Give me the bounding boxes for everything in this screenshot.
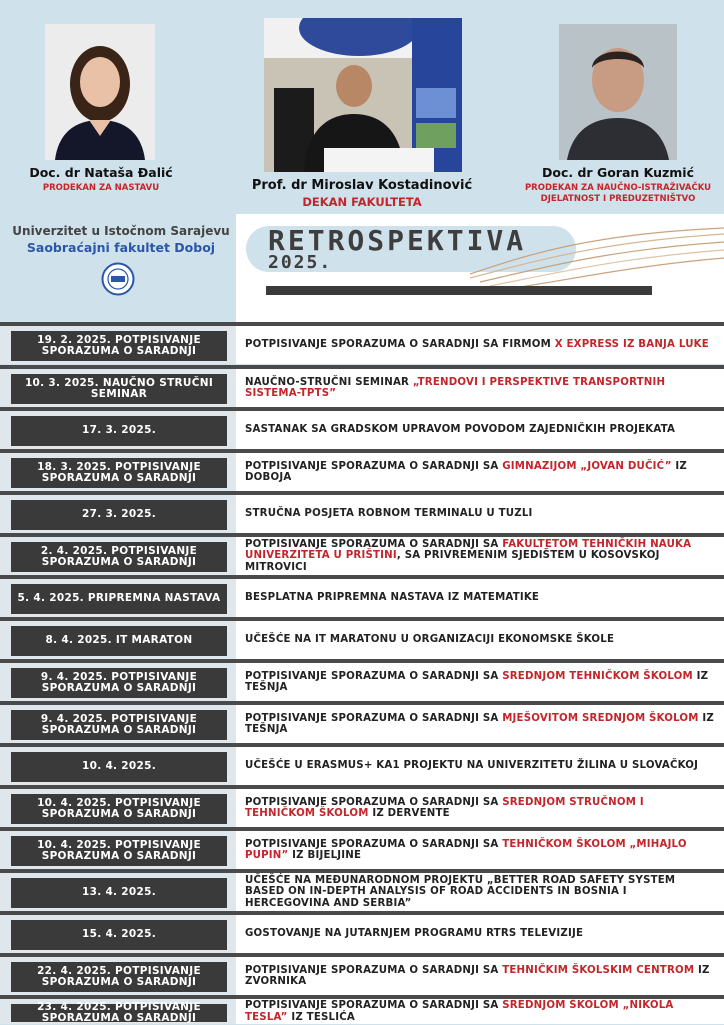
event-description (245, 832, 715, 868)
event-date-label: 8. 4. 2025. IT MARATON (11, 626, 227, 656)
event-description (245, 664, 715, 700)
event-row (0, 659, 724, 701)
event-highlight: GIMNAZIJOM „JOVAN DUČIĆ” (502, 460, 672, 472)
event-description-text (245, 377, 715, 400)
header-people-section (0, 0, 724, 214)
event-text: POTPISIVANJE SPORAZUMA O SARADNJI SA (245, 796, 503, 808)
event-text: POTPISIVANJE SPORAZUMA O SARADNJI SA (245, 538, 503, 550)
university-name: Univerzitet u Istočnom Sarajevu (12, 224, 230, 238)
event-description (245, 370, 715, 406)
event-tail: IZ TESLIĆA (287, 1011, 355, 1023)
event-description-text (245, 928, 583, 940)
event-row (0, 869, 724, 911)
event-description-text (245, 713, 715, 736)
event-text: POTPISIVANJE SPORAZUMA O SARADNJI SA (245, 670, 503, 682)
event-date-label: 13. 4. 2025. (11, 878, 227, 908)
event-text: BESPLATNA PRIPREMNA NASTAVA IZ MATEMATIKE (245, 592, 540, 604)
event-row (0, 743, 724, 785)
person-name-dalic: Doc. dr Nataša Đalić (29, 165, 173, 180)
event-description-text (245, 671, 715, 694)
event-row (0, 365, 724, 407)
event-description (245, 1000, 715, 1023)
event-text: POTPISIVANJE SPORAZUMA O SARADNJI SA (245, 838, 503, 850)
event-description-text (245, 339, 709, 351)
portrait-photo-kostadinovic (264, 18, 462, 172)
event-text: UČEŠĆE U ERASMUS+ KA1 PROJEKTU NA UNIVERZITETU ŽILINA U SLOVAČKOJ (245, 760, 699, 772)
event-description-text (245, 461, 715, 484)
page-title: RETROSPEKTIVA (268, 224, 527, 257)
event-text: POTPISIVANJE SPORAZUMA O SARADNJI SA (245, 460, 503, 472)
event-row (0, 701, 724, 743)
event-date-label: 2. 4. 2025. POTPISIVANJE SPORAZUMA O SARADNJI (11, 542, 227, 572)
event-tail: IZ TEŠNJA (245, 670, 709, 693)
event-highlight: „TRENDOVI I PERSPEKTIVE TRANSPORTNIH SISTEMA-TPTS” (245, 376, 666, 399)
event-text: SASTANAK SA GRADSKOM UPRAVOM POVODOM ZAJEDNIČKIH PROJEKATA (245, 424, 676, 436)
event-date-label: 18. 3. 2025. POTPISIVANJE SPORAZUMA O SARADNJI (11, 458, 227, 488)
event-date-label: 22. 4. 2025. POTPISIVANJE SPORAZUMA O SARADNJI (11, 962, 227, 992)
event-highlight: MJEŠOVITOM SREDNJOM ŠKOLOM (502, 712, 699, 724)
person-role-kostadinovic: DEKAN FAKULTETA (302, 195, 422, 209)
faculty-name: Saobraćajni fakultet Doboj (26, 240, 216, 255)
event-description (245, 748, 715, 784)
event-description (245, 916, 715, 952)
page-year: 2025. (268, 252, 333, 273)
portrait-kuzmic-graphic (559, 24, 677, 160)
event-description (245, 580, 715, 616)
event-tail: IZ DOBOJA (245, 460, 687, 483)
event-description-text (245, 424, 675, 436)
event-description (245, 412, 715, 448)
event-text: GOSTOVANJE NA JUTARNJEM PROGRAMU RTRS TELEVIZIJE (245, 928, 584, 940)
event-date-label: 9. 4. 2025. POTPISIVANJE SPORAZUMA O SARADNJI (11, 710, 227, 740)
event-text: STRUČNA POSJETA ROBNOM TERMINALU U TUZLI (245, 508, 533, 520)
event-row (0, 533, 724, 575)
event-date-label: 10. 3. 2025. NAUČNO STRUČNI SEMINAR (11, 374, 227, 404)
event-row (0, 827, 724, 869)
event-text: UČEŠĆE NA MEĐUNARODNOM PROJEKTU „BETTER ROAD SAFETY SYSTEM BASED ON IN-DEPTH ANALYSIS OF ROAD ACCIDENTS IN BOSNIA I HERCEGOVINA AND SERBIA” (245, 874, 676, 909)
person-name-kuzmic: Doc. dr Goran Kuzmić (542, 165, 694, 180)
event-description (245, 958, 715, 994)
person-name-kostadinovic: Prof. dr Miroslav Kostadinović (251, 178, 473, 193)
event-text: UČEŠĆE NA IT MARATONU U ORGANIZACIJI EKONOMSKE ŠKOLE (245, 634, 615, 646)
portrait-kostadinovic-graphic (264, 18, 462, 172)
event-date-label: 15. 4. 2025. (11, 920, 227, 950)
event-date-label: 10. 4. 2025. (11, 752, 227, 782)
event-description-text (245, 508, 533, 520)
event-row (0, 491, 724, 533)
event-description (245, 790, 715, 826)
event-tail: IZ ZVORNIKA (245, 964, 710, 987)
event-description (245, 496, 715, 532)
event-highlight: SREDNJOM ŠKOLOM „NIKOLA TESLA” (245, 1000, 674, 1023)
event-row (0, 953, 724, 995)
event-row (0, 322, 724, 364)
event-description-text (245, 634, 614, 646)
event-date-label: 10. 4. 2025. POTPISIVANJE SPORAZUMA O SARADNJI (11, 794, 227, 824)
portrait-photo-kuzmic (559, 24, 677, 160)
person-role-dalic: PRODEKAN ZA NASTAVU (42, 183, 160, 193)
event-highlight: SREDNJOM STRUČNOM I TEHNIČKOM ŠKOLOM (245, 796, 644, 819)
event-description-text (245, 1000, 715, 1023)
event-row (0, 575, 724, 617)
event-description (245, 327, 715, 363)
event-description-text (245, 875, 715, 910)
event-tail: IZ TEŠNJA (245, 712, 714, 735)
event-date-label: 23. 4. 2025. POTPISIVANJE SPORAZUMA O SARADNJI (11, 1004, 227, 1022)
event-date-label: 10. 4. 2025. POTPISIVANJE SPORAZUMA O SARADNJI (11, 836, 227, 866)
event-row (0, 785, 724, 827)
event-text: POTPISIVANJE SPORAZUMA O SARADNJI SA (245, 712, 503, 724)
faculty-logo-icon (101, 262, 135, 296)
portrait-photo-dalic (45, 24, 155, 160)
portrait-dalic-graphic (45, 24, 155, 160)
event-highlight: TEHNIČKOM ŠKOLOM „MIHAJLO PUPIN” (245, 838, 687, 861)
event-date-label: 27. 3. 2025. (11, 500, 227, 530)
event-tail: , SA PRIVREMENIM SJEDIŠTEM U KOSOVSKOJ MITROVICI (245, 550, 660, 573)
event-row (0, 911, 724, 953)
event-text: NAUČNO-STRUČNI SEMINAR (245, 376, 413, 388)
event-description (245, 454, 715, 490)
event-row (0, 617, 724, 659)
person-role-kuzmic-line2: DJELATNOST I PREDUZETNIŠTVO (540, 194, 696, 204)
event-highlight: TEHNIČKIM ŠKOLSKIM CENTROM (502, 964, 695, 976)
event-description-text (245, 797, 715, 820)
person-role-kuzmic-line1: PRODEKAN ZA NAUČNO-ISTRAŽIVAČKU (524, 183, 712, 193)
event-tail: IZ DERVENTE (368, 808, 450, 819)
event-row (0, 995, 724, 1024)
event-highlight: X EXPRESS IZ BANJA LUKE (554, 339, 709, 351)
title-underline-bar (266, 286, 652, 295)
event-description-text (245, 965, 715, 988)
event-description (245, 538, 715, 574)
event-description-text (245, 760, 698, 772)
event-date-label: 19. 2. 2025. POTPISIVANJE SPORAZUMA O SARADNJI (11, 331, 227, 361)
event-description (245, 874, 715, 910)
event-text: POTPISIVANJE SPORAZUMA O SARADNJI SA (245, 1000, 503, 1011)
event-date-label: 9. 4. 2025. POTPISIVANJE SPORAZUMA O SARADNJI (11, 668, 227, 698)
event-description-text (245, 592, 539, 604)
event-date-label: 17. 3. 2025. (11, 416, 227, 446)
event-description-text (245, 539, 715, 574)
event-description (245, 706, 715, 742)
event-row (0, 449, 724, 491)
event-text: POTPISIVANJE SPORAZUMA O SARADNJI SA (245, 964, 503, 976)
event-date-label: 5. 4. 2025. PRIPREMNA NASTAVA (11, 584, 227, 614)
event-highlight: FAKULTETOM TEHNIČKIH NAUKA UNIVERZITETA U PRIŠTINI (245, 538, 692, 562)
event-description-text (245, 839, 715, 862)
event-text: POTPISIVANJE SPORAZUMA O SARADNJI SA FIRMOM (245, 339, 555, 351)
event-row (0, 407, 724, 449)
event-tail: IZ BIJELJINE (288, 850, 362, 861)
event-highlight: SREDNJOM TEHNIČKOM ŠKOLOM (502, 670, 693, 682)
event-description (245, 622, 715, 658)
